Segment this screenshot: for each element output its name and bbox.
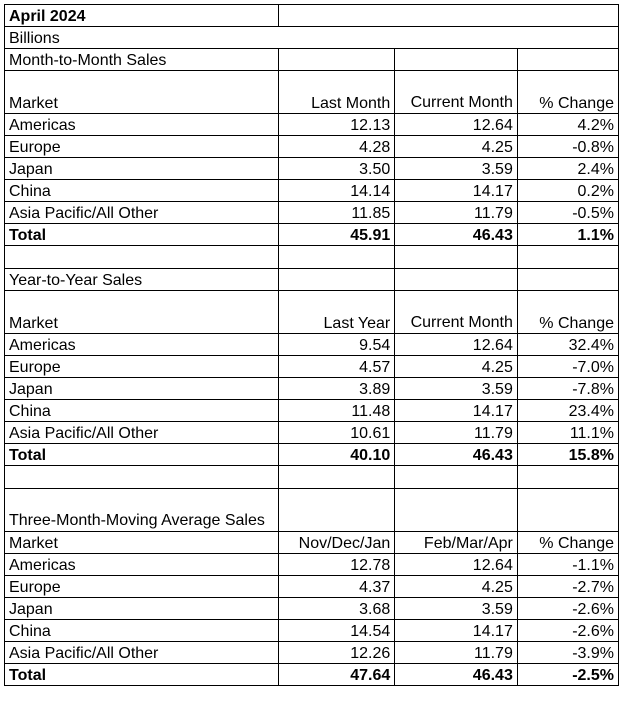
total-label: Total xyxy=(5,224,279,246)
header-prev: Last Year xyxy=(278,291,394,334)
empty-cell xyxy=(517,489,618,532)
empty-cell xyxy=(395,246,518,269)
empty-cell xyxy=(517,246,618,269)
table-row xyxy=(5,598,619,620)
empty-cell xyxy=(517,269,618,291)
change-cell: -1.1% xyxy=(517,554,618,576)
table-row xyxy=(5,422,619,444)
prev-cell: 12.78 xyxy=(278,554,394,576)
total-prev: 45.91 xyxy=(278,224,394,246)
curr-cell: 14.17 xyxy=(395,180,518,202)
table-row xyxy=(5,334,619,356)
total-curr: 46.43 xyxy=(395,664,518,686)
empty-cell xyxy=(278,489,394,532)
prev-cell: 4.37 xyxy=(278,576,394,598)
curr-cell: 12.64 xyxy=(395,334,518,356)
market-cell: Japan xyxy=(5,598,279,620)
total-label: Total xyxy=(5,444,279,466)
table-row xyxy=(5,136,619,158)
prev-cell: 4.57 xyxy=(278,356,394,378)
section-title: Month-to-Month Sales xyxy=(5,49,279,71)
curr-cell: 4.25 xyxy=(395,136,518,158)
section-title-row xyxy=(5,49,619,71)
empty-cell xyxy=(278,269,394,291)
change-cell: 4.2% xyxy=(517,114,618,136)
curr-cell: 11.79 xyxy=(395,422,518,444)
empty-cell xyxy=(278,466,394,489)
prev-cell: 14.14 xyxy=(278,180,394,202)
spacer-row xyxy=(5,466,619,489)
prev-cell: 14.54 xyxy=(278,620,394,642)
curr-cell: 3.59 xyxy=(395,158,518,180)
change-cell: -2.6% xyxy=(517,620,618,642)
prev-cell: 4.28 xyxy=(278,136,394,158)
market-cell: Europe xyxy=(5,136,279,158)
header-market: Market xyxy=(5,71,279,114)
change-cell: 11.1% xyxy=(517,422,618,444)
units-label: Billions xyxy=(5,27,619,49)
table-row xyxy=(5,620,619,642)
table-row xyxy=(5,554,619,576)
change-cell: -3.9% xyxy=(517,642,618,664)
header-prev: Last Month xyxy=(278,71,394,114)
empty-cell xyxy=(517,466,618,489)
change-cell: 23.4% xyxy=(517,400,618,422)
change-cell: -0.8% xyxy=(517,136,618,158)
header-change: % Change xyxy=(517,291,618,334)
sales-table xyxy=(4,4,619,686)
change-cell: 0.2% xyxy=(517,180,618,202)
curr-cell: 3.59 xyxy=(395,598,518,620)
empty-cell xyxy=(5,246,279,269)
empty-cell xyxy=(278,49,394,71)
market-cell: Japan xyxy=(5,158,279,180)
total-label: Total xyxy=(5,664,279,686)
section-title-row xyxy=(5,489,619,532)
market-cell: Japan xyxy=(5,378,279,400)
total-change: -2.5% xyxy=(517,664,618,686)
empty-cell xyxy=(5,466,279,489)
empty-cell xyxy=(395,49,518,71)
total-row xyxy=(5,664,619,686)
header-curr: Current Month xyxy=(395,291,518,334)
table-row xyxy=(5,356,619,378)
curr-cell: 4.25 xyxy=(395,576,518,598)
table-row xyxy=(5,202,619,224)
total-curr: 46.43 xyxy=(395,444,518,466)
curr-cell: 12.64 xyxy=(395,554,518,576)
table-row xyxy=(5,180,619,202)
header-market: Market xyxy=(5,532,279,554)
section-title: Year-to-Year Sales xyxy=(5,269,279,291)
header-market: Market xyxy=(5,291,279,334)
table-row xyxy=(5,576,619,598)
prev-cell: 3.89 xyxy=(278,378,394,400)
header-change: % Change xyxy=(517,532,618,554)
report-title: April 2024 xyxy=(5,5,279,27)
table-row xyxy=(5,158,619,180)
change-cell: -7.8% xyxy=(517,378,618,400)
market-cell: China xyxy=(5,180,279,202)
title-row xyxy=(5,5,619,27)
column-header-row xyxy=(5,71,619,114)
column-header-row xyxy=(5,532,619,554)
prev-cell: 3.50 xyxy=(278,158,394,180)
table-row xyxy=(5,378,619,400)
market-cell: Asia Pacific/All Other xyxy=(5,202,279,224)
market-cell: Europe xyxy=(5,356,279,378)
prev-cell: 11.48 xyxy=(278,400,394,422)
prev-cell: 12.26 xyxy=(278,642,394,664)
header-curr: Feb/Mar/Apr xyxy=(395,532,518,554)
title-empty-cell xyxy=(278,5,618,27)
change-cell: -2.6% xyxy=(517,598,618,620)
market-cell: Asia Pacific/All Other xyxy=(5,422,279,444)
empty-cell xyxy=(395,466,518,489)
section-title: Three-Month-Moving Average Sales xyxy=(5,489,279,532)
prev-cell: 12.13 xyxy=(278,114,394,136)
change-cell: 2.4% xyxy=(517,158,618,180)
prev-cell: 9.54 xyxy=(278,334,394,356)
prev-cell: 3.68 xyxy=(278,598,394,620)
total-change: 15.8% xyxy=(517,444,618,466)
change-cell: -7.0% xyxy=(517,356,618,378)
change-cell: 32.4% xyxy=(517,334,618,356)
table-row xyxy=(5,642,619,664)
curr-cell: 4.25 xyxy=(395,356,518,378)
market-cell: Asia Pacific/All Other xyxy=(5,642,279,664)
empty-cell xyxy=(395,269,518,291)
table-row xyxy=(5,400,619,422)
empty-cell xyxy=(517,49,618,71)
market-cell: China xyxy=(5,400,279,422)
units-row xyxy=(5,27,619,49)
prev-cell: 10.61 xyxy=(278,422,394,444)
curr-cell: 3.59 xyxy=(395,378,518,400)
total-curr: 46.43 xyxy=(395,224,518,246)
change-cell: -2.7% xyxy=(517,576,618,598)
table-row xyxy=(5,114,619,136)
header-curr: Current Month xyxy=(395,71,518,114)
curr-cell: 11.79 xyxy=(395,642,518,664)
prev-cell: 11.85 xyxy=(278,202,394,224)
market-cell: Americas xyxy=(5,114,279,136)
total-row xyxy=(5,444,619,466)
column-header-row xyxy=(5,291,619,334)
total-prev: 47.64 xyxy=(278,664,394,686)
market-cell: China xyxy=(5,620,279,642)
curr-cell: 14.17 xyxy=(395,620,518,642)
market-cell: Europe xyxy=(5,576,279,598)
spacer-row xyxy=(5,246,619,269)
header-prev: Nov/Dec/Jan xyxy=(278,532,394,554)
section-title-row xyxy=(5,269,619,291)
market-cell: Americas xyxy=(5,554,279,576)
market-cell: Americas xyxy=(5,334,279,356)
curr-cell: 11.79 xyxy=(395,202,518,224)
total-change: 1.1% xyxy=(517,224,618,246)
header-change: % Change xyxy=(517,71,618,114)
empty-cell xyxy=(278,246,394,269)
total-row xyxy=(5,224,619,246)
change-cell: -0.5% xyxy=(517,202,618,224)
empty-cell xyxy=(395,489,518,532)
curr-cell: 14.17 xyxy=(395,400,518,422)
total-prev: 40.10 xyxy=(278,444,394,466)
curr-cell: 12.64 xyxy=(395,114,518,136)
